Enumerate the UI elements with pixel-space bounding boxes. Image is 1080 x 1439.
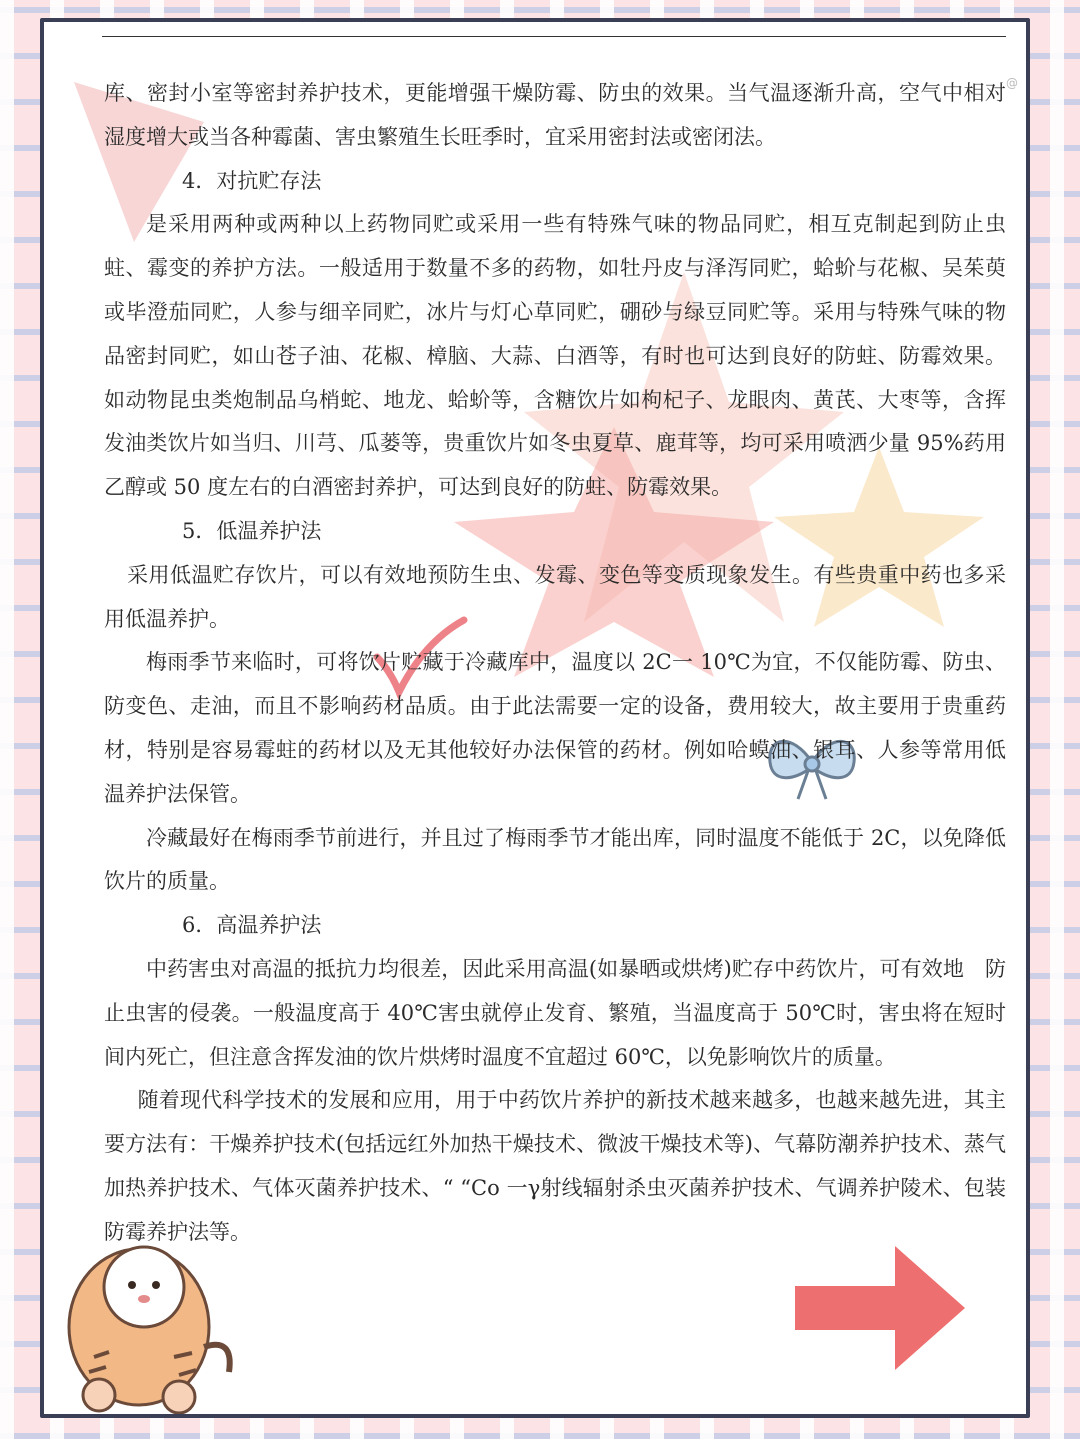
next-arrow-icon[interactable]: [790, 1238, 970, 1378]
paragraph: 采用低温贮存饮片，可以有效地预防生虫、发霉、变色等变质现象发生。有些贵重中药也多采用低温养护。: [104, 562, 1006, 631]
paragraph: 梅雨季节来临时，可将饮片贮藏于冷藏库中，温度以 2C一 10℃为宜，不仅能防霉、防虫、防变色、走油，而且不影响药材品质。由于此法需要一定的设备，费用较大，故主要用于贵重药材，特别是容易霉蛀的药材以及无其他较好办法保管的药材。例如哈蟆油、银耳、人参等常用低温养护法保管。: [104, 650, 1006, 806]
paragraph: 库、密封小室等密封养护技术，更能增强干燥防霉、防虫的效果。当气温逐渐升高，空气中相对湿度增大或当各种霉菌、害虫繁殖生长旺季时，宜采用密封法或密闭法。: [104, 81, 1006, 149]
paragraph: 冷藏最好在梅雨季节前进行，并且过了梅雨季节才能出库，同时温度不能低于 2C，以免降低饮片的质量。: [104, 825, 1006, 894]
paragraph: 是采用两种或两种以上药物同贮或采用一些有特殊气味的物品同贮，相互克制起到防止虫蛀、霉变的养护方法。一般适用于数量不多的药物，如牡丹皮与泽泻同贮，蛤蚧与花椒、吴茱萸或毕澄茄同贮，人参与细辛同贮，冰片与灯心草同贮，硼砂与绿豆同贮等。采用与特殊气味的物品密封同贮，如山苍子油、花椒、樟脑、大蒜、白酒等，有时也可达到良好的防蛀、防霉效果。如动物昆虫类炮制品乌梢蛇、地龙、蛤蚧等，含糖饮片如枸杞子、龙眼肉、黄芪、大枣等，含挥发油类饮片如当归、川芎、瓜蒌等，贵重饮片如冬虫夏草、鹿茸等，均可采用喷洒少量 95%药用乙醇或 50 度左右的白酒密封养护，可达到良好的防蛀、防霉效果。: [104, 212, 1006, 500]
section-heading: 5．低温养护法: [182, 518, 322, 543]
document-page: [40, 18, 1030, 1418]
section-heading: 6．高温养护法: [182, 913, 322, 938]
tiger-sticker: [54, 1207, 244, 1417]
watermark: @: [1006, 76, 1018, 90]
paragraph: 中药害虫对高温的抵抗力均很差，因此采用高温(如暴晒或烘烤)贮存中药饮片，可有效地 防止虫害的侵袭。一般温度高于 40℃害虫就停止发育、繁殖，当温度高于 50℃时，害虫将在短时间内死亡，但注意含挥发油的饮片烘烤时温度不宜超过 60℃，以免影响饮片的质量。: [104, 956, 1006, 1069]
section-heading: 4．对抗贮存法: [182, 168, 322, 193]
paragraph: 随着现代科学技术的发展和应用，用于中药饮片养护的新技术越来越多，也越来越先进，其主要方法有：干燥养护技术(包括远红外加热干燥技术、微波干燥技术等)、气幕防潮养护技术、蒸气加热养护技术、气体灭菌养护技术、“ “Co 一γ射线辐射杀虫灭菌养护技术、气调养护陵术、包装防霉养护法等。: [104, 1088, 1006, 1244]
header-rule: [102, 36, 1006, 37]
document-body: [104, 72, 1006, 1255]
